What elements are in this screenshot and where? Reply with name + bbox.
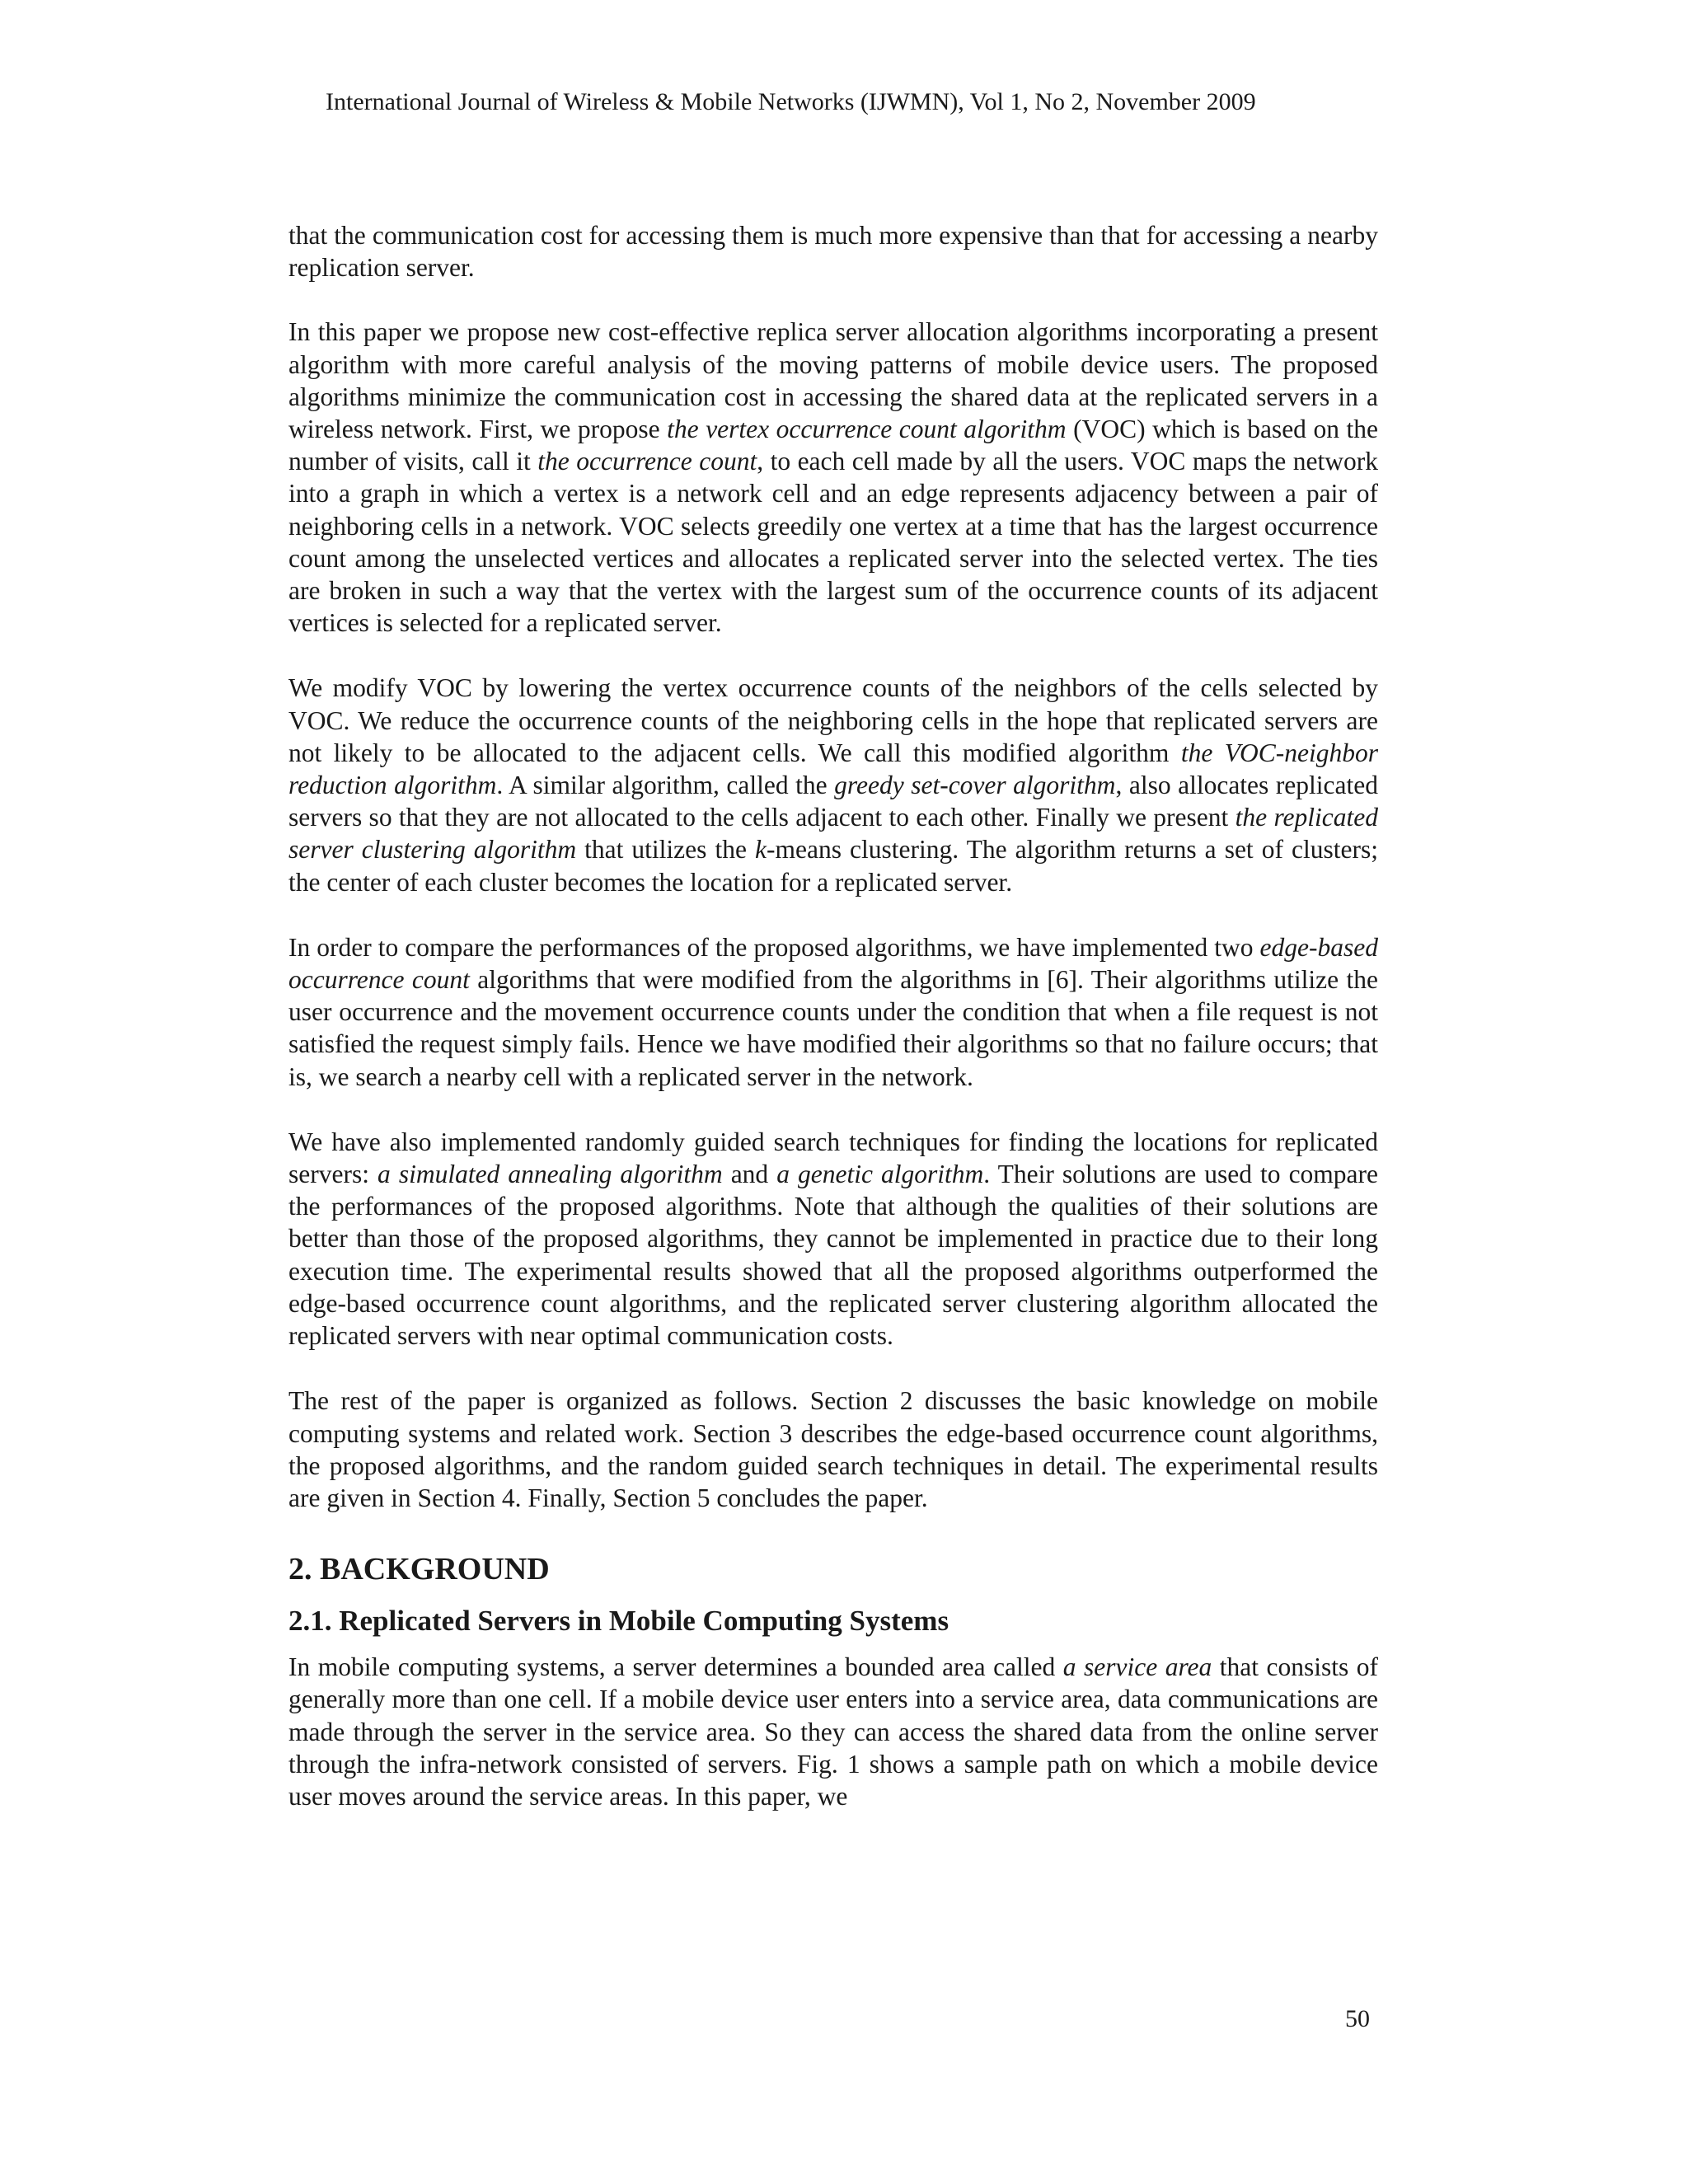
- text-run: . Their solutions are used to compare the performances of the proposed algorithms. Note that although the qualities of their solutions are better than those of the proposed algorithms, they cannot be implemented in practice due to their long execution time. The experimental results showed that all the proposed algorithms outperformed the edge-based occurrence count algorithms, and the replicated server clustering algorithm allocated the replicated servers with near optimal communication costs.: [288, 1160, 1378, 1351]
- subsection-heading: 2.1. Replicated Servers in Mobile Computing Systems: [288, 1605, 950, 1638]
- paragraph-voc-modification: [288, 672, 1378, 898]
- text-run: In mobile computing systems, a server determines a bounded area called: [288, 1652, 1063, 1682]
- emphasis-term: the VOC-neighbor reduction algorithm: [288, 738, 1379, 800]
- emphasis-term: the occurrence count: [537, 447, 757, 476]
- running-header: International Journal of Wireless & Mobile Networks (IJWMN), Vol 1, No 2, November 2009: [326, 88, 1256, 115]
- emphasis-term: the vertex occurrence count algorithm: [667, 415, 1067, 444]
- emphasis-term: a simulated annealing algorithm: [377, 1160, 723, 1189]
- text-run: algorithms that were modified from the algorithms in [6]. Their algorithms utilize the user occurrence and the movement occurrence counts under the condition that when a file request is not satisfied the request simply fails. Hence we have modified their algorithms so that no failure occurs; that is, we search a nearby cell with a replicated server in the network.: [288, 965, 1378, 1091]
- section-title-rest: ACKGROUND: [340, 1552, 550, 1587]
- text-run: We have also implemented randomly guided search techniques for finding the locations for replicated servers:: [288, 1127, 1378, 1189]
- emphasis-term: the replicated server clustering algorithm: [288, 803, 1378, 865]
- text-run: that consists of generally more than one cell. If a mobile device user enters into a service area, data communications are made through the server in the service area. So they can access the shared data from the online server through the infra-network consisted of servers. Fig. 1 shows a sample path on which a mobile device user moves around the service areas. In this paper, we: [288, 1652, 1378, 1811]
- paragraph-continued: that the communication cost for accessing them is much more expensive than that for accessing a nearby replication server.: [288, 221, 1378, 283]
- text-run: (VOC) which is based on the number of visits, call it: [288, 415, 1379, 476]
- section-heading-background: [288, 1550, 1378, 1588]
- text-run: , to each cell made by all the users. VOC maps the network into a graph in which a vertex is a network cell and an edge represents adjacency between a pair of neighboring cells in a network. VOC selects greedily one vertex at a time that has the largest occurrence count among the unselected vertices and allocates a replicated server into the selected vertex. The ties are broken in such a way that the vertex with the largest sum of the occurrence counts of its adjacent vertices is selected for a replicated server.: [288, 447, 1378, 638]
- paragraph-proposal: [288, 316, 1378, 639]
- text-run: In order to compare the performances of the proposed algorithms, we have implemented two: [288, 932, 1260, 962]
- text-run: -means clustering. The algorithm returns a set of clusters; the center of each cluster becomes the location for a replicated server.: [288, 835, 1379, 897]
- paragraph-organization: The rest of the paper is organized as follows. Section 2 discusses the basic knowledge on mobile computing systems and related work. Section 3 describes the edge-based occurrence count algorithms, the proposed algorithms, and the random guided search techniques in detail. The experimental results are given in Section 4. Finally, Section 5 concludes the paper.: [288, 1386, 1378, 1512]
- emphasis-term: edge-based occurrence count: [288, 932, 1378, 995]
- paragraph-replicated-servers: [288, 1651, 1378, 1812]
- text-run: , also allocates replicated servers so that they are not allocated to the cells adjacent to each other. Finally we present: [288, 771, 1378, 832]
- page-body: [288, 219, 1378, 1845]
- text-run: We modify VOC by lowering the vertex occurrence counts of the neighbors of the cells selected by VOC. We reduce the occurrence counts of the neighboring cells in the hope that replicated servers are not likely to be allocated to the adjacent cells. We call this modified algorithm: [288, 673, 1378, 767]
- section-number: 2.: [288, 1552, 320, 1587]
- section-title-initial: B: [320, 1552, 341, 1587]
- emphasis-term: greedy set-cover algorithm: [834, 771, 1116, 800]
- emphasis-term: a service area: [1062, 1652, 1212, 1682]
- text-run: that utilizes the: [576, 835, 755, 865]
- text-run: and: [722, 1160, 777, 1189]
- text-run: . A similar algorithm, called the: [496, 771, 835, 800]
- text-run: In this paper we propose new cost-effective replica server allocation algorithms incorporating a present algorithm with more careful analysis of the moving patterns of mobile device users. The proposed algorithms minimize the communication cost in accessing the shared data at the replicated servers in a wireless network. First, we propose: [288, 317, 1378, 444]
- emphasis-term: a genetic algorithm: [776, 1160, 984, 1189]
- page-number: 50: [1345, 2005, 1370, 2032]
- paragraph-comparison: [288, 931, 1378, 1093]
- emphasis-term: k: [755, 835, 767, 865]
- paragraph-guided-search: [288, 1126, 1378, 1352]
